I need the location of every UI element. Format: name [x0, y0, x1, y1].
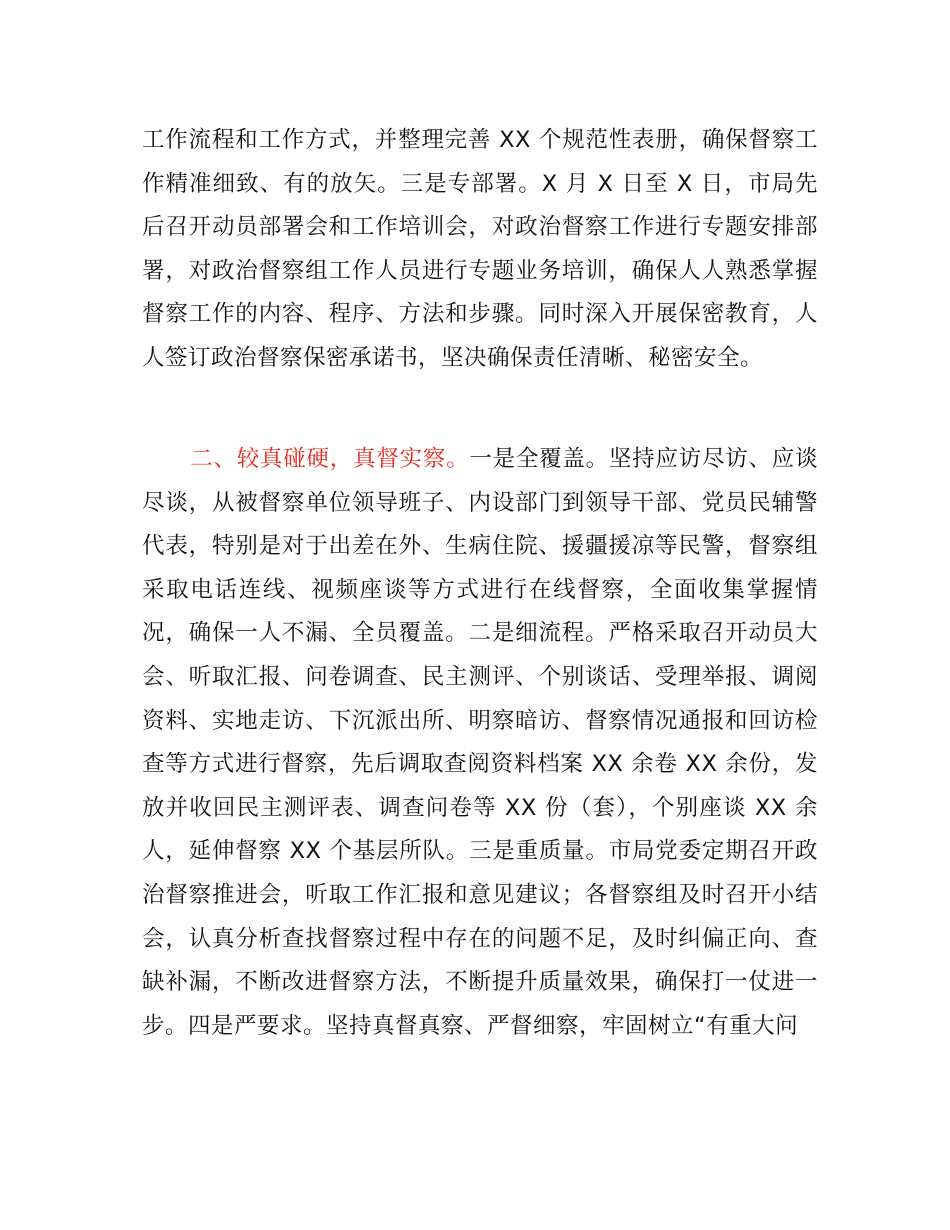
paragraph-2-text: 一是全覆盖。坚持应访尽访、应谈尽谈，从被督察单位领导班子、内设部门到领导干部、党员民辅警代表，特别是对于出差在外、生病住院、援疆援凉等民警，督察组采取电话连线、视频座谈等方式进行在线督察，全面收集掌握情况，确保一人不漏、全员覆盖。二是细流程。严格采取召开动员大会、听取汇报、问卷调查、民主测评、个别谈话、受理举报、调阅资料、实地走访、下沉派出所、明察暗访、督察情况通报和回访检查等方式进行督察，先后调取查阅资料档案 XX 余卷 XX 余份，发放并收回民主测评表、调查问卷等 XX 份（套），个别座谈 XX 余人，延伸督察 XX 个基层所队。三是重质量。市局党委定期召开政治督察推进会，听取工作汇报和意见建议；各督察组及时召开小结会，认真分析查找督察过程中存在的问题不足，及时纠偏正向、查缺补漏，不断改进督察方法，不断提升质量效果，确保打一仗进一步。四是严要求。坚持真督真察、严督细察，牢固树立“有重大问 — [142, 446, 818, 1039]
paragraph-1-text: 工作流程和工作方式，并整理完善 XX 个规范性表册，确保督察工作精准细致、有的放矢。三是专部署。X 月 X 日至 X 日，市局先后召开动员部署会和工作培训会，对政治督察工作进行专题安排部署，对政治督察组工作人员进行专题业务培训，确保人人熟悉掌握督察工作的内容、程序、方法和步骤。同时深入开展保密教育，人人签订政治督察保密承诺书，坚决确保责任清晰、秘密安全。 — [142, 127, 818, 371]
section-heading: 二、较真碰硬，真督实察。 — [190, 446, 470, 472]
paragraph-1 — [142, 119, 818, 381]
paragraph-2 — [142, 438, 818, 1048]
